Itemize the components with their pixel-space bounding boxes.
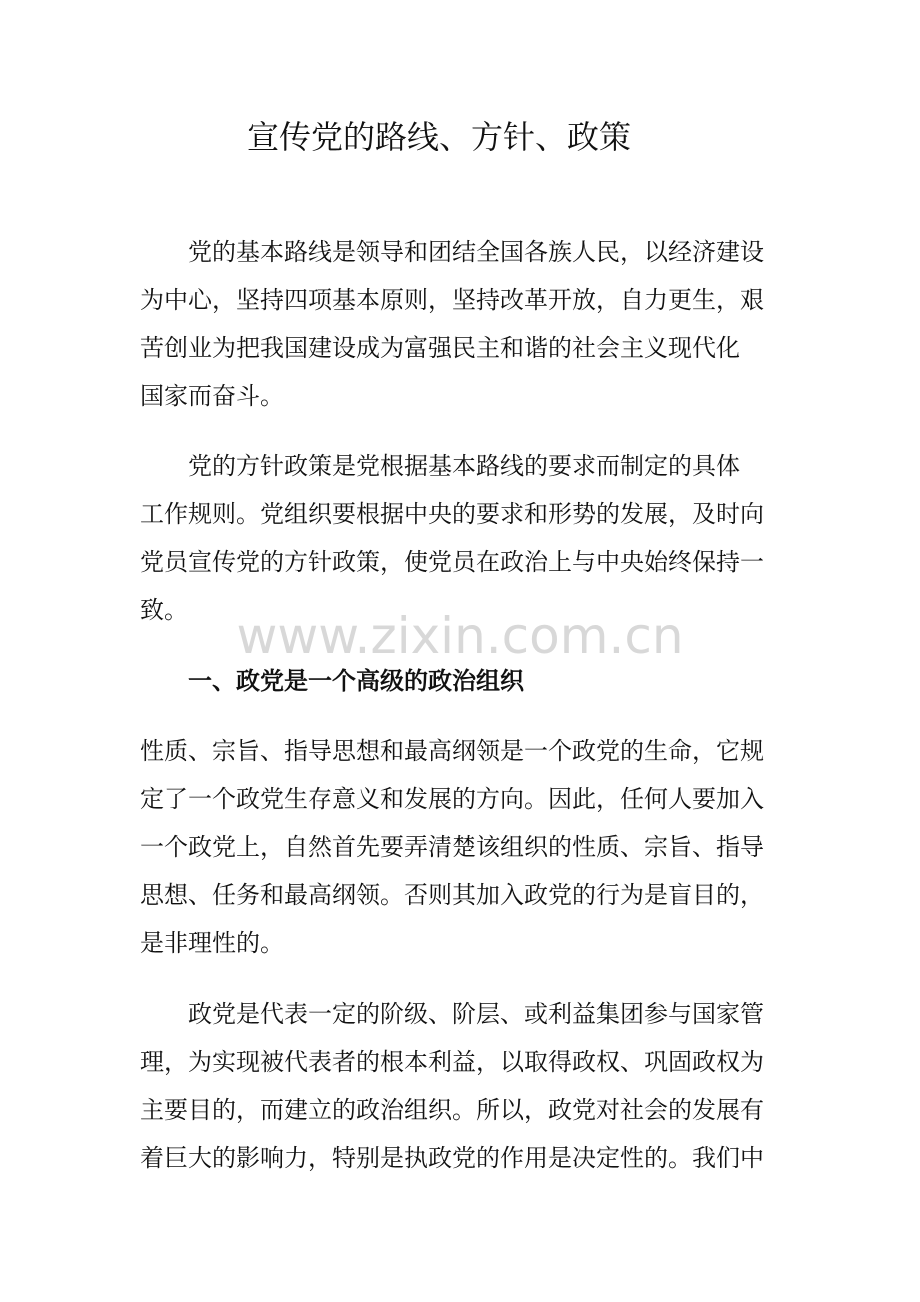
paragraph4-line2: 理，为实现被代表者的根本利益，以取得政权、巩固政权为: [140, 1048, 764, 1076]
paragraph2-line1: 党的方针政策是党根据基本路线的要求而制定的具体: [188, 452, 740, 480]
paragraph2-line2: 工作规则。党组织要根据中央的要求和形势的发展，及时向: [140, 500, 764, 528]
document-title: 宣传党的路线、方针、政策: [246, 118, 631, 156]
paragraph1-line2: 为中心，坚持四项基本原则，坚持改革开放，自力更生，艰: [140, 286, 764, 314]
paragraph1-line1: 党的基本路线是领导和团结全国各族人民，以经济建设: [188, 238, 764, 266]
paragraph3-line5: 是非理性的。: [140, 929, 284, 957]
paragraph1-line3: 苦创业为把我国建设成为富强民主和谐的社会主义现代化: [140, 334, 740, 362]
paragraph1-line4: 国家而奋斗。: [140, 382, 284, 410]
paragraph4-line4: 着巨大的影响力，特别是执政党的作用是决定性的。我们中: [140, 1144, 764, 1172]
paragraph3-line1: 性质、宗旨、指导思想和最高纲领是一个政党的生命，它规: [140, 737, 764, 765]
paragraph3-line4: 思想、任务和最高纲领。否则其加入政党的行为是盲目的，: [140, 881, 764, 909]
paragraph4-line3: 主要目的，而建立的政治组织。所以，政党对社会的发展有: [140, 1096, 764, 1124]
paragraph3-line2: 定了一个政党生存意义和发展的方向。因此，任何人要加入: [140, 785, 764, 813]
paragraph2-line4: 致。: [140, 596, 188, 624]
paragraph3-line3: 一个政党上，自然首先要弄清楚该组织的性质、宗旨、指导: [140, 833, 764, 861]
paragraph4-line1: 政党是代表一定的阶级、阶层、或利益集团参与国家管: [188, 1000, 764, 1028]
paragraph2-line3: 党员宣传党的方针政策，使党员在政治上与中央始终保持一: [140, 548, 764, 576]
watermark: www.zixin.com.cn: [236, 607, 684, 665]
section-heading: 一、政党是一个高级的政治组织: [188, 666, 524, 695]
